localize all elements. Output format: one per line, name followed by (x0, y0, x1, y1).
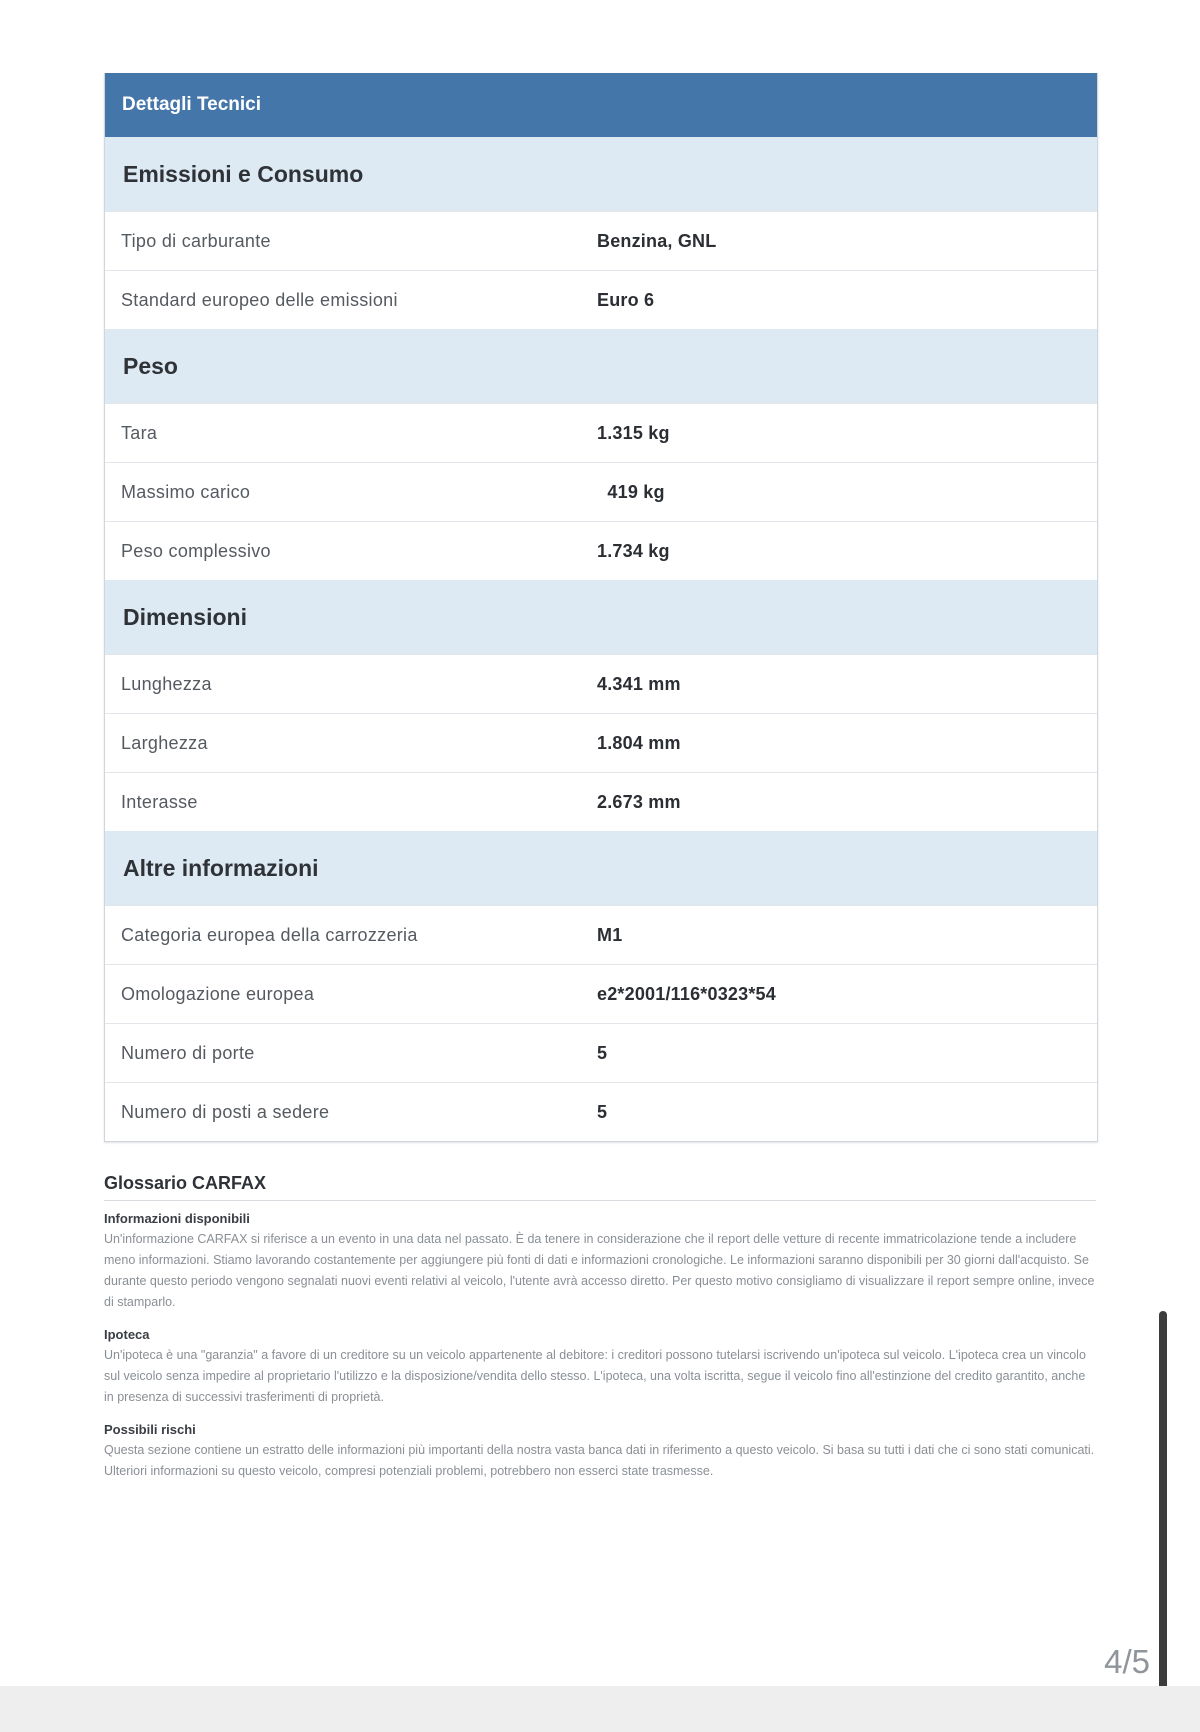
table-row (105, 521, 1097, 580)
table-row (105, 654, 1097, 713)
table-row (105, 270, 1097, 329)
glossary-title: Glossario CARFAX (104, 1173, 1096, 1201)
bottom-bar (0, 1686, 1200, 1732)
row-value: 4.341 mm (597, 673, 681, 694)
glossary-item (104, 1422, 1096, 1482)
table-row (105, 905, 1097, 964)
row-label: Numero di porte (121, 1042, 255, 1063)
glossary-heading: Informazioni disponibili (104, 1211, 250, 1226)
page-indicator: 4/5 (1104, 1643, 1150, 1680)
row-value: 5 (597, 1042, 608, 1063)
section-title: Dimensioni (105, 580, 1097, 654)
row-label: Interasse (121, 791, 198, 812)
row-value: e2*2001/116*0323*54 (597, 983, 776, 1004)
row-label: Tipo di carburante (121, 230, 271, 251)
section-title: Emissioni e Consumo (105, 137, 1097, 211)
table-row (105, 1082, 1097, 1141)
row-value: 1.315 kg (597, 422, 670, 443)
glossary-item (104, 1211, 1096, 1313)
technical-details-table (104, 73, 1098, 1142)
row-label: Standard europeo delle emissioni (121, 289, 398, 310)
row-value: 1.804 mm (597, 732, 681, 753)
table-row (105, 772, 1097, 831)
table-row (105, 403, 1097, 462)
table-row (105, 211, 1097, 270)
row-value: 2.673 mm (597, 791, 681, 812)
glossary-text: Questa sezione contiene un estratto delle informazioni più importanti della nostra vasta banca dati in riferimento a questo veicolo. Si basa su tutti i dati che ci sono stati comunicati. Ulteriori informazioni su questo veicolo, compresi potenziali problemi, potrebbero non esserci state trasmesse. (104, 1443, 1095, 1478)
row-value: 1.734 kg (597, 540, 670, 561)
table-row (105, 462, 1097, 521)
table-row (105, 713, 1097, 772)
row-label: Peso complessivo (121, 540, 271, 561)
row-value: 5 (597, 1101, 608, 1122)
table-row (105, 1023, 1097, 1082)
table-row (105, 964, 1097, 1023)
vertical-scrollbar[interactable] (1159, 1311, 1167, 1732)
row-value: Benzina, GNL (597, 230, 717, 251)
row-value: M1 (597, 924, 623, 945)
glossary-heading: Ipoteca (104, 1327, 150, 1342)
row-label: Lunghezza (121, 673, 212, 694)
row-label: Massimo carico (121, 481, 251, 502)
glossary-text: Un'ipoteca è una "garanzia" a favore di un creditore su un veicolo appartenente al debitore: i creditori possono tutelarsi iscrivendo un'ipoteca sul veicolo. L'ipoteca crea un vincolo sul veicolo senza impedire al proprietario l'utilizzo e la disposizione/vendita dello stesso. L'ipoteca, una volta iscritta, segue il veicolo fino all'estinzione del credito garantito, anche in presenza di successivi trasferimenti di proprietà. (104, 1348, 1086, 1404)
section-title: Peso (105, 329, 1097, 403)
section-title: Altre informazioni (105, 831, 1097, 905)
glossary-heading: Possibili rischi (104, 1422, 196, 1437)
row-label: Tara (121, 422, 158, 443)
row-label: Numero di posti a sedere (121, 1101, 330, 1122)
row-label: Categoria europea della carrozzeria (121, 924, 418, 945)
glossary (104, 1173, 1096, 1482)
row-value: 419 kg (597, 481, 665, 502)
glossary-item (104, 1327, 1096, 1408)
glossary-text: Un'informazione CARFAX si riferisce a un evento in una data nel passato. È da tenere in considerazione che il report delle vetture di recente immatricolazione tende a includere meno informazioni. Stiamo lavorando costantemente per aggiungere più fonti di dati e informazioni cronologiche. Le informazioni saranno disponibili per 30 giorni dall'acquisto. Se durante questo periodo vengono segnalati nuovi eventi relativi al veicolo, l'utente avrà accesso diretto. Per questo motivo consigliamo di visualizzare il report sempre online, invece di stamparlo. (104, 1232, 1095, 1309)
row-value: Euro 6 (597, 289, 655, 310)
table-header: Dettagli Tecnici (105, 73, 1097, 137)
row-label: Larghezza (121, 732, 208, 753)
row-label: Omologazione europea (121, 983, 315, 1004)
